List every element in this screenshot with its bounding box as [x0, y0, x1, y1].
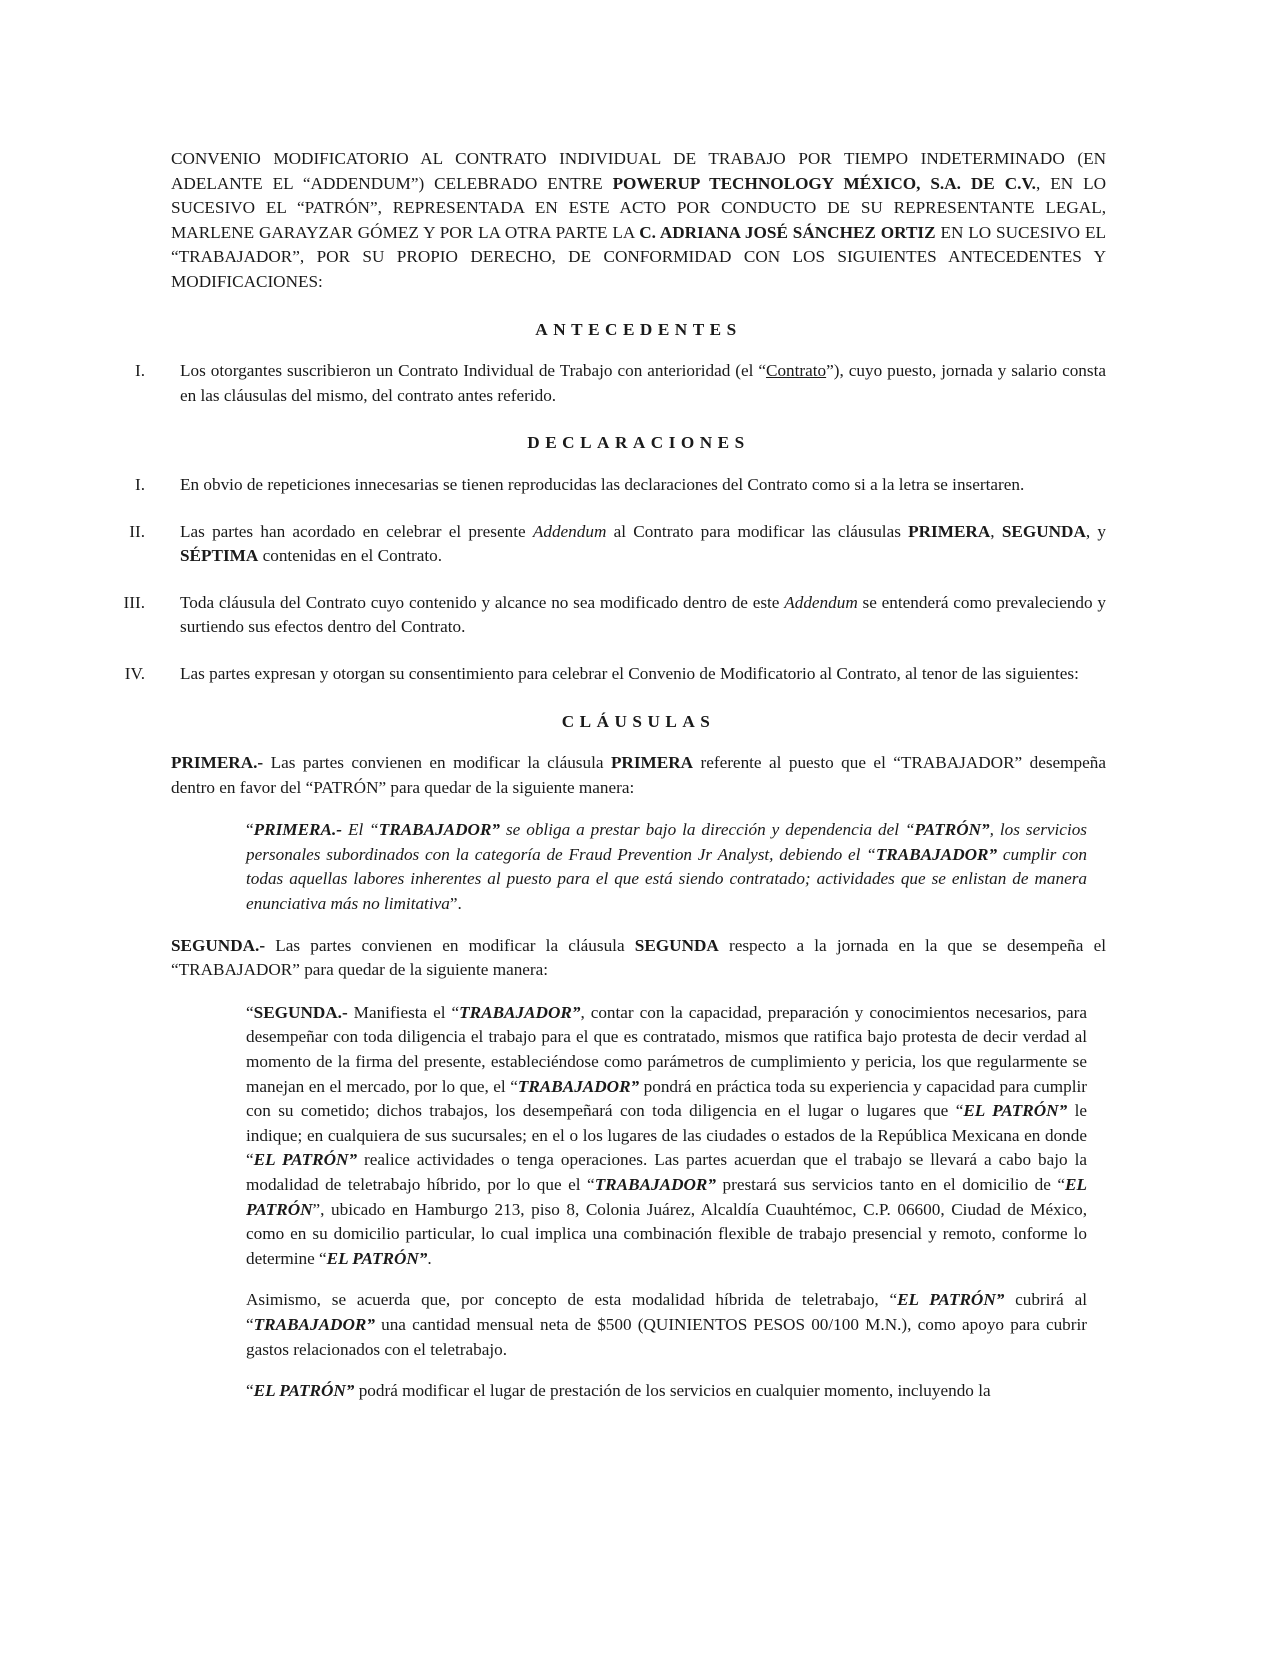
- clausulas-heading: CLÁUSULAS: [561, 711, 716, 731]
- party-name: EL PATRÓN”: [326, 1248, 428, 1268]
- item-text: contenidas en el Contrato.: [258, 546, 443, 566]
- clause-text: Las partes convienen en modificar la cláusula: [263, 753, 611, 773]
- item-text: al Contrato para modificar las cláusulas: [606, 521, 909, 541]
- party-name: TRABAJADOR”: [378, 820, 501, 840]
- clause-name: SEGUNDA: [634, 935, 719, 955]
- clausula-primera-quote: [246, 818, 1087, 916]
- party-name: TRABAJADOR”: [459, 1002, 581, 1022]
- quote-text: , contar con la capacidad, preparación y conocimientos necesarios, para desempeñar con toda diligencia el trabajo para el que es contratado, mismos que ratifica bajo protesta de decir verdad al momento de la firma del presente, estableciéndose como parámetros de cumplimiento y pericia, los que regularmente se manejan en el mercado, por lo que, el “: [246, 1002, 1087, 1096]
- clausula-segunda-intro: [171, 934, 1106, 983]
- item-text: Los otorgantes suscribieron un Contrato Individual de Trabajo con anterioridad (el “: [180, 361, 766, 381]
- declaracion-item-1: [134, 473, 1106, 498]
- clause-name: SEGUNDA: [1001, 521, 1086, 541]
- intro-text: EN LO SUCESIVO EL “TRABAJADOR”, POR SU PROPIO DERECHO, DE CONFORMIDAD CON LOS SIGUIENTES ANTECEDENTES Y MODIFICACIONES:: [171, 222, 1106, 291]
- clause-name: SÉPTIMA: [180, 546, 259, 566]
- item-text: ”), cuyo puesto, jornada y salario consta en las cláusulas del mismo, del contrato antes referido.: [180, 361, 1106, 405]
- quote-text: una cantidad mensual neta de $500 (QUINIENTOS PESOS 00/100 M.N.), como apoyo para cubrir gastos relacionados con el teletrabajo.: [246, 1314, 1087, 1359]
- quote-text: ”, ubicado en Hamburgo 213, piso 8, Colonia Juárez, Alcaldía Cuauhtémoc, C.P. 06600, Ciudad de México, como en su domicilio particular, lo cual implica una combinación flexible de trabajo presencial y remoto, conforme lo determine “: [246, 1199, 1087, 1268]
- item-text: Las partes han acordado en celebrar el presente: [180, 521, 533, 541]
- quote-text: podrá modificar el lugar de prestación de los servicios en cualquier momento, incluyendo la: [354, 1381, 991, 1401]
- clausula-segunda-paragraph-2: [246, 1288, 1087, 1362]
- quote-text: realice actividades o tenga operaciones. Las partes acuerdan que el trabajo se llevará a cabo bajo la modalidad de teletrabajo híbrido, por lo que el “: [246, 1150, 1087, 1194]
- quote-text: , los servicios personales subordinados con la categoría de Fraud Prevention Jr Analyst, debiendo el “: [246, 820, 1087, 864]
- party-name: PATRÓN”: [914, 820, 990, 840]
- item-text: ,: [990, 521, 1002, 541]
- party-name: TRABAJADOR”: [253, 1314, 375, 1334]
- clause-name: PRIMERA: [610, 753, 694, 773]
- intro-text: CONVENIO MODIFICATORIO AL CONTRATO INDIVIDUAL DE TRABAJO POR TIEMPO INDETERMINADO (EN ADELANTE EL “ADDENDUM”) CELEBRADO ENTRE: [171, 149, 1106, 193]
- clause-label: SEGUNDA.-: [171, 935, 266, 955]
- defined-term: Contrato: [765, 361, 827, 381]
- clausula-segunda-paragraph-3: [246, 1379, 1087, 1404]
- clause-text: Las partes convienen en modificar la cláusula: [265, 935, 635, 955]
- antecedentes-heading: ANTECEDENTES: [535, 319, 742, 339]
- quote-mark: “: [246, 1002, 254, 1022]
- party-name: TRABAJADOR”: [594, 1175, 716, 1194]
- declaracion-item-4: [124, 662, 1106, 687]
- item-number: III.: [123, 592, 145, 612]
- addendum-term: Addendum: [532, 521, 607, 541]
- quote-text: El “: [342, 820, 379, 840]
- employee-name: C. ADRIANA JOSÉ SÁNCHEZ ORTIZ: [639, 222, 936, 242]
- clause-text: respecto a la jornada en la que se desempeña el “TRABAJADOR” para quedar de la siguiente manera:: [171, 935, 1106, 980]
- quote-text: se obliga a prestar bajo la dirección y dependencia del “: [500, 820, 915, 840]
- quote-mark: “: [246, 820, 254, 840]
- clause-label: SEGUNDA.-: [253, 1002, 348, 1022]
- item-text: Toda cláusula del Contrato cuyo contenido y alcance no sea modificado dentro de este: [180, 592, 785, 612]
- quote-text: cumplir con todas aquellas labores inherentes al puesto para el que está siendo contratado; actividades que se enlistan de manera enunciativa más no limitativa: [246, 844, 1087, 914]
- clause-text: referente al puesto que el “TRABAJADOR” desempeña dentro en favor del “PATRÓN” para quedar de la siguiente manera:: [171, 753, 1106, 797]
- item-number: I.: [134, 474, 145, 494]
- party-name: TRABAJADOR”: [517, 1076, 640, 1096]
- quote-text: Manifiesta el “: [347, 1002, 460, 1022]
- quote-text: pondrá en práctica toda su experiencia y capacidad para cumplir con su cometido; dichos trabajos, los desempeñará con toda diligencia en el lugar o lugares que “: [246, 1076, 1088, 1121]
- declaracion-item-2: [129, 520, 1106, 569]
- party-name: EL PATRÓN”: [897, 1290, 1005, 1310]
- quote-text: cubrirá al “: [246, 1290, 1087, 1334]
- quote-mark: ”.: [449, 894, 462, 914]
- quote-text: .: [427, 1248, 432, 1268]
- item-text: , y: [1085, 521, 1106, 541]
- item-text: En obvio de repeticiones innecesarias se tienen reproducidas las declaraciones del Contrato como si a la letra se insertaren.: [180, 474, 1025, 494]
- item-text: se entenderá como prevaleciendo y surtiendo sus efectos dentro del Contrato.: [180, 592, 1106, 637]
- item-text: Las partes expresan y otorgan su consentimiento para celebrar el Convenio de Modificatorio al Contrato, al tenor de las siguientes:: [180, 663, 1079, 683]
- quote-mark: “: [246, 1381, 254, 1401]
- party-name: EL PATRÓN”: [253, 1150, 358, 1170]
- declaracion-item-3: [123, 591, 1106, 640]
- clausula-segunda-quote: [246, 1001, 1087, 1272]
- party-name: TRABAJADOR”: [875, 844, 998, 864]
- addendum-term: Addendum: [784, 592, 858, 612]
- quote-text: le indique; en cualquiera de sus sucursales; en el o los lugares de las ciudades o estados de la República Mexicana en donde “: [246, 1101, 1087, 1170]
- intro-text: , EN LO SUCESIVO EL “PATRÓN”, REPRESENTADA EN ESTE ACTO POR CONDUCTO DE SU REPRESENTANTE LEGAL, MARLENE GARAYZAR GÓMEZ Y POR LA OTRA PARTE LA: [171, 173, 1106, 242]
- declaraciones-heading: DECLARACIONES: [527, 433, 750, 453]
- company-name: POWERUP TECHNOLOGY MÉXICO, S.A. DE C.V.: [612, 173, 1036, 193]
- quote-text: prestará sus servicios tanto en el domicilio de “: [715, 1175, 1066, 1194]
- antecedente-item-1: [134, 359, 1106, 408]
- item-number: II.: [129, 521, 145, 541]
- document-body: [123, 147, 1106, 1404]
- party-name: EL PATRÓN”: [963, 1101, 1068, 1121]
- item-number: I.: [134, 361, 145, 381]
- clausula-primera-intro: [171, 751, 1106, 800]
- item-number: IV.: [124, 663, 145, 683]
- clause-label: PRIMERA.-: [171, 753, 264, 773]
- party-name: EL PATRÓN: [246, 1175, 1087, 1219]
- clause-name: PRIMERA: [908, 521, 991, 541]
- intro-paragraph: [171, 147, 1106, 295]
- party-name: EL PATRÓN”: [253, 1381, 355, 1401]
- clause-label: PRIMERA.-: [253, 820, 342, 840]
- quote-text: Asimismo, se acuerda que, por concepto de esta modalidad híbrida de teletrabajo, “: [246, 1290, 898, 1310]
